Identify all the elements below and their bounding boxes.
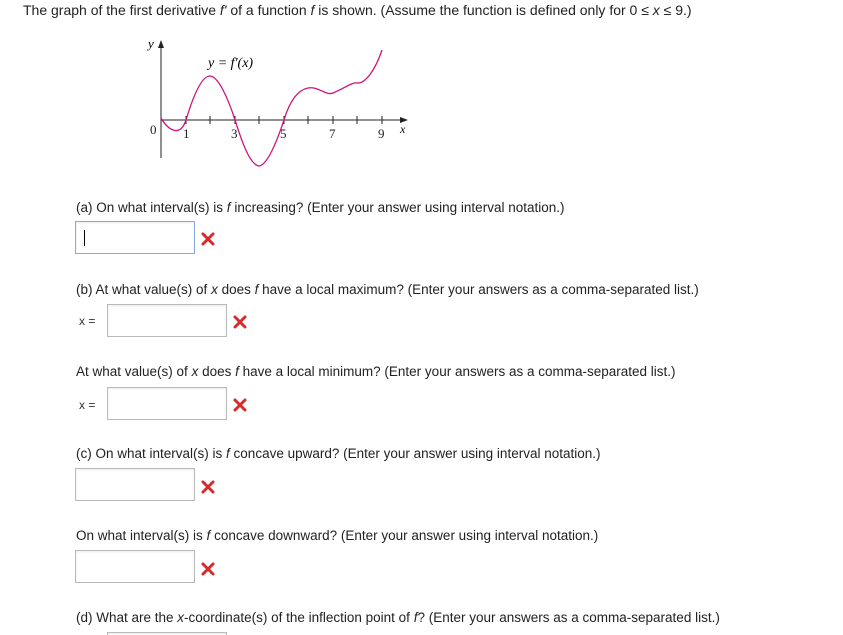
- question-a: (a) On what interval(s) is f increasing? (Enter your answer using interval notation.): [76, 200, 565, 215]
- y-axis-label: y: [148, 36, 154, 51]
- derivative-graph: [140, 38, 420, 173]
- question-b-min: At what value(s) of x does f have a local minimum? (Enter your answers as a comma-separated list.): [76, 364, 676, 379]
- x-equals-label: x =: [79, 314, 96, 328]
- tick-label-0: 0: [150, 122, 157, 137]
- derivative-curve: [161, 50, 382, 166]
- tick-label-7: 7: [329, 126, 336, 141]
- x-equals-label: x =: [79, 398, 96, 412]
- tick-label-9: 9: [378, 126, 385, 141]
- question-c-down: On what interval(s) is f concave downward? (Enter your answer using interval notation.): [76, 528, 599, 543]
- local-min-input[interactable]: [107, 387, 227, 420]
- concave-down-input[interactable]: [75, 550, 195, 583]
- question-c-up: (c) On what interval(s) is f concave upward? (Enter your answer using interval notation.): [76, 446, 601, 461]
- question-d: (d) What are the x-coordinate(s) of the inflection point of f? (Enter your answers as a comma-separated list.): [76, 610, 720, 625]
- tick-label-1: 1: [183, 126, 190, 141]
- answer-a-input[interactable]: [75, 221, 195, 254]
- red-x-icon: [201, 232, 215, 246]
- x-axis-label: x: [400, 122, 406, 136]
- y-axis-arrow: [158, 40, 164, 48]
- concave-up-input[interactable]: [75, 468, 195, 501]
- tick-label-5: 5: [280, 126, 287, 141]
- problem-statement: The graph of the first derivative f' of a function f is shown. (Assume the function is defined only for 0 ≤ x ≤ 9.): [23, 2, 692, 18]
- red-x-icon: [201, 480, 215, 494]
- question-b-max: (b) At what value(s) of x does f have a local maximum? (Enter your answers as a comma-separated list.): [76, 282, 699, 297]
- red-x-icon: [201, 562, 215, 576]
- local-max-input[interactable]: [107, 304, 227, 337]
- curve-label: y = f'(x): [208, 56, 254, 71]
- text-caret: [84, 230, 85, 246]
- red-x-icon: [233, 315, 247, 329]
- tick-label-3: 3: [231, 126, 238, 141]
- red-x-icon: [233, 398, 247, 412]
